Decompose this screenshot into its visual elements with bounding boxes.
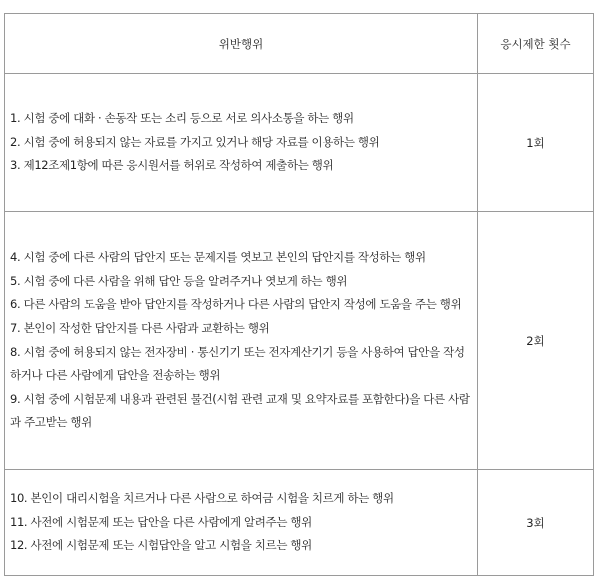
violation-item: 2. 시험 중에 허용되지 않는 자료를 가지고 있거나 해당 자료를 이용하는 행위 bbox=[10, 134, 380, 149]
violation-item: 4. 시험 중에 다른 사람의 답안지 또는 문제지를 엿보고 본인의 답안지를 작성하는 행위 bbox=[10, 250, 426, 265]
violation-item: 3. 제12조제1항에 따른 응시원서를 허위로 작성하여 제출하는 행위 bbox=[10, 158, 334, 173]
header-row bbox=[5, 14, 594, 74]
violation-item: 5. 시험 중에 다른 사람을 위해 답안 등을 알려주거나 엿보게 하는 행위 bbox=[10, 273, 348, 288]
table-row bbox=[5, 470, 594, 576]
violation-item: 7. 본인이 작성한 답안지를 다른 사람과 교환하는 행위 bbox=[10, 320, 270, 335]
violation-list bbox=[5, 74, 478, 212]
violation-item: 1. 시험 중에 대화 · 손동작 또는 소리 등으로 서로 의사소통을 하는 행위 bbox=[10, 111, 354, 126]
violation-list bbox=[5, 212, 478, 470]
header-violation: 위반행위 bbox=[5, 14, 478, 74]
header-restriction-count: 응시제한 횟수 bbox=[478, 14, 594, 74]
restriction-count: 1회 bbox=[478, 74, 594, 212]
table-row bbox=[5, 212, 594, 470]
violation-table bbox=[4, 13, 594, 576]
violation-list bbox=[5, 470, 478, 576]
table-row bbox=[5, 74, 594, 212]
violation-item: 8. 시험 중에 허용되지 않는 전자장비 · 통신기기 또는 전자계산기기 등을 사용하여 답안을 작성하거나 다른 사람에게 답안을 전송하는 행위 bbox=[10, 344, 465, 383]
violation-item: 10. 본인이 대리시험을 치르거나 다른 사람으로 하여금 시험을 치르게 하는 행위 bbox=[10, 491, 394, 506]
violation-item: 11. 사전에 시험문제 또는 답안을 다른 사람에게 알려주는 행위 bbox=[10, 514, 312, 529]
violation-item: 6. 다른 사람의 도움을 받아 답안지를 작성하거나 다른 사람의 답안지 작성에 도움을 주는 행위 bbox=[10, 297, 462, 312]
violation-item: 9. 시험 중에 시험문제 내용과 관련된 물건(시험 관련 교재 및 요약자료를 포함한다)을 다른 사람과 주고받는 행위 bbox=[10, 391, 470, 430]
restriction-count: 2회 bbox=[478, 212, 594, 470]
restriction-count: 3회 bbox=[478, 470, 594, 576]
violation-item: 12. 사전에 시험문제 또는 시험답안을 알고 시험을 치르는 행위 bbox=[10, 538, 312, 553]
